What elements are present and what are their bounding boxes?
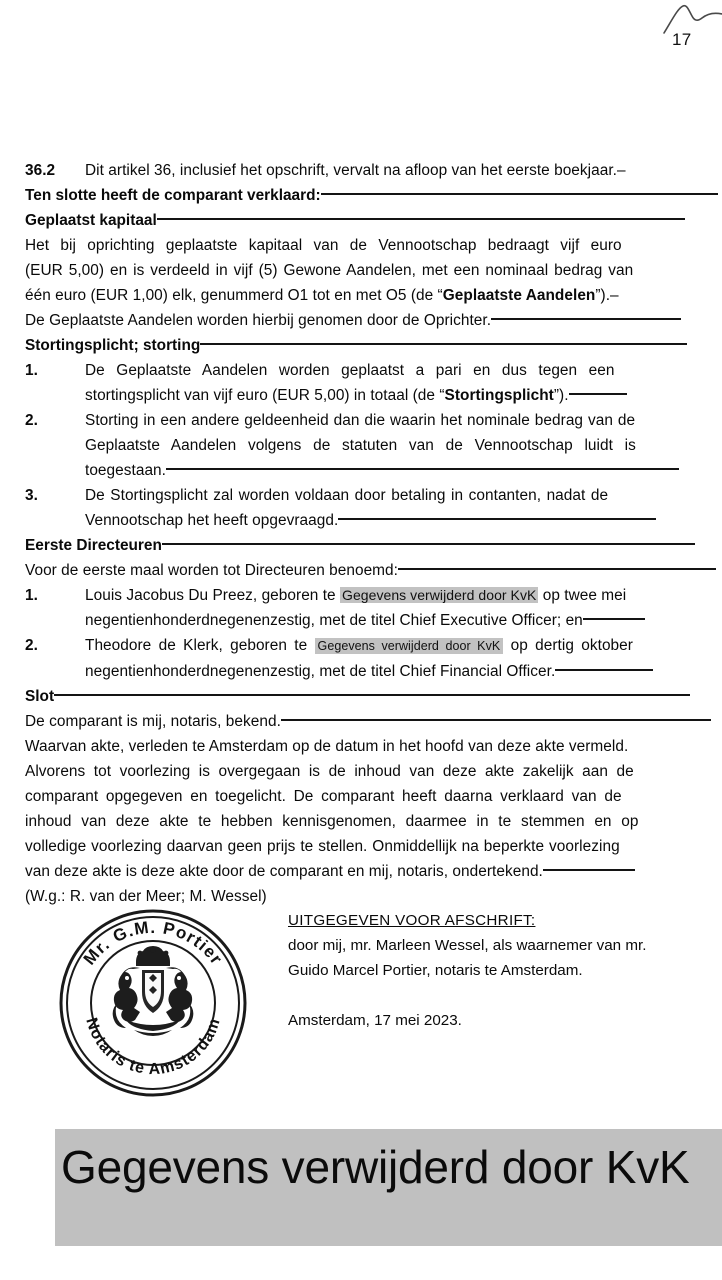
- directeuren-intro-text: Voor de eerste maal worden tot Directeuren benoemd:: [25, 562, 398, 579]
- directeuren-intro: [25, 558, 695, 583]
- section-label: Slot: [25, 688, 55, 705]
- kapitaal-line-2: (EUR 5,00) en is verdeeld in vijf (5) Gewone Aandelen, met een nominaal bedrag van: [25, 262, 634, 279]
- director-1-line-1: [85, 583, 695, 608]
- director-2: [25, 633, 695, 659]
- page-number: 17: [672, 30, 692, 49]
- director-1: [25, 583, 695, 608]
- section-heading-slot: [25, 684, 695, 709]
- seal-top-arc-text: Mr. G.M. Portier: [79, 917, 227, 969]
- filler-rule: [321, 193, 718, 195]
- seal-bottom-arc-text: Notaris te Amsterdam: [82, 1015, 224, 1079]
- filler-rule: [398, 568, 716, 570]
- bottom-redaction-banner: [55, 1129, 722, 1246]
- filler-rule: [583, 618, 645, 620]
- kapitaal-line-4: [25, 308, 695, 333]
- stortingsplicht-item-2-line-3: [85, 458, 695, 483]
- stortingsplicht-item-3: [25, 483, 695, 508]
- issuance-block: [288, 908, 688, 1033]
- director-2-line-2-text: negentienhonderdnegenenzestig, met de titel Chief Financial Officer.: [85, 663, 556, 680]
- item-line-3-text: toegestaan.: [85, 462, 166, 479]
- redaction-chip-birthplace-1: Gegevens verwijderd door KvK: [342, 587, 537, 603]
- director-1-line-2-text: negentienhonderdnegenenzestig, met de titel Chief Executive Officer; en: [85, 612, 583, 629]
- section-label: Geplaatst kapitaal: [25, 212, 157, 229]
- redaction-chip-birthplace-2: Gegevens verwijderd door KvK: [315, 638, 504, 654]
- filler-rule: [281, 719, 711, 721]
- director-1-before-redaction: Louis Jacobus Du Preez, geboren te: [85, 587, 336, 604]
- article-text: Dit artikel 36, inclusief het opschrift, vervalt na afloop van het eerste boekjaar.–: [85, 162, 626, 179]
- issuance-spacer: [288, 983, 688, 1008]
- director-2-before-redaction: Theodore de Klerk, geboren te: [85, 637, 308, 654]
- item-number: 1.: [25, 587, 38, 604]
- slot-line-2: Waarvan akte, verleden te Amsterdam op de datum in het hoofd van deze akte vermeld.: [25, 738, 629, 755]
- issuance-line-1: door mij, mr. Marleen Wessel, als waarnemer van mr.: [288, 937, 647, 954]
- section-heading-geplaatst-kapitaal: [25, 208, 695, 233]
- director-2-line-2: [85, 659, 695, 684]
- slot-line-7: [25, 859, 695, 884]
- stortingsplicht-item-2: [25, 408, 695, 433]
- bold-term-geplaatste-aandelen: Geplaatste Aandelen: [442, 287, 596, 304]
- slot-line-1-text: De comparant is mij, notaris, bekend.: [25, 713, 281, 730]
- article-36-2: [25, 158, 695, 183]
- item-number: 3.: [25, 487, 38, 504]
- filler-rule: [569, 393, 627, 395]
- director-2-line-1: [85, 633, 695, 659]
- filler-rule: [543, 869, 635, 871]
- filler-rule: [555, 669, 653, 671]
- kapitaal-line-3: één euro (EUR 1,00) elk, genummerd O1 tot en met O5 (de “Geplaatste Aandelen”).–: [25, 287, 619, 304]
- slot-line-7-text: van deze akte is deze akte door de comparant en mij, notaris, ondertekend.: [25, 863, 543, 880]
- director-2-after-redaction: op dertig oktober: [510, 637, 633, 654]
- slot-line-6: volledige voorlezing daarvan geen prijs te stellen. Onmiddellijk na beperkte voorlezing: [25, 838, 620, 855]
- bottom-redaction-text: Gegevens verwijderd door KvK: [61, 1141, 690, 1193]
- filler-rule: [338, 518, 656, 520]
- item-line-1: De Geplaatste Aandelen worden geplaatst a pari en dus tegen een: [85, 362, 615, 379]
- filler-rule: [162, 543, 695, 545]
- filler-rule: [166, 468, 679, 470]
- article-number: 36.2: [25, 162, 56, 179]
- slot-line-3: Alvorens tot voorlezing is overgegaan is de inhoud van deze akte zakelijk aan de: [25, 763, 634, 780]
- filler-rule: [200, 343, 687, 345]
- director-1-after-redaction: op twee mei: [542, 587, 627, 604]
- issuance-title: UITGEGEVEN VOOR AFSCHRIFT:: [288, 912, 536, 929]
- document-body: [25, 158, 695, 909]
- slot-line-5: inhoud van deze akte te hebben kennisgenomen, daarmee in te stemmen en op: [25, 813, 639, 830]
- slot-signature-line: (W.g.: R. van der Meer; M. Wessel): [25, 888, 267, 905]
- slot-line-4: comparant opgegeven en toegelicht. De comparant heeft daarna verklaard van de: [25, 788, 622, 805]
- item-line-2-text: Vennootschap het heeft opgevraagd.: [85, 512, 339, 529]
- director-1-line-2: [85, 608, 695, 633]
- filler-rule: [54, 694, 690, 696]
- stortingsplicht-item-1: [25, 358, 695, 383]
- item-line-1: Storting in een andere geldeenheid dan die waarin het nominale bedrag van de: [85, 412, 636, 429]
- closing-declaration-heading: [25, 183, 695, 208]
- filler-rule: [491, 318, 681, 320]
- kapitaal-line-1: Het bij oprichting geplaatste kapitaal van de Vennootschap bedraagt vijf euro: [25, 237, 622, 254]
- item-line-1: De Stortingsplicht zal worden voldaan door betaling in contanten, nadat de: [85, 487, 609, 504]
- slot-line-1: [25, 709, 695, 734]
- item-number: 1.: [25, 362, 38, 379]
- kapitaal-line-4-text: De Geplaatste Aandelen worden hierbij genomen door de Oprichter.: [25, 312, 492, 329]
- stortingsplicht-item-3-line-2: [85, 508, 695, 533]
- coat-of-arms-emblem: [113, 946, 194, 1036]
- bold-term-stortingsplicht: Stortingsplicht: [444, 387, 554, 404]
- issuance-place-date: Amsterdam, 17 mei 2023.: [288, 1012, 462, 1029]
- item-number: 2.: [25, 637, 38, 654]
- item-number: 2.: [25, 412, 38, 429]
- stortingsplicht-item-2-line-2: Geplaatste Aandelen volgens de statuten van de Vennootschap luidt is: [85, 437, 636, 454]
- page-header: [0, 0, 722, 70]
- section-label: Stortingsplicht; storting: [25, 337, 201, 354]
- filler-rule: [157, 218, 685, 220]
- stortingsplicht-item-1-line-2: stortingsplicht van vijf euro (EUR 5,00) in totaal (de “Stortingsplicht”).: [85, 383, 695, 408]
- issuance-line-2: Guido Marcel Portier, notaris te Amsterdam.: [288, 962, 583, 979]
- section-heading-stortingsplicht: [25, 333, 695, 358]
- closing-declaration-label: Ten slotte heeft de comparant verklaard:: [25, 187, 321, 204]
- section-label: Eerste Directeuren: [25, 537, 162, 554]
- notary-seal: [56, 906, 250, 1100]
- notary-seal-icon: [56, 906, 250, 1100]
- section-heading-eerste-directeuren: [25, 533, 695, 558]
